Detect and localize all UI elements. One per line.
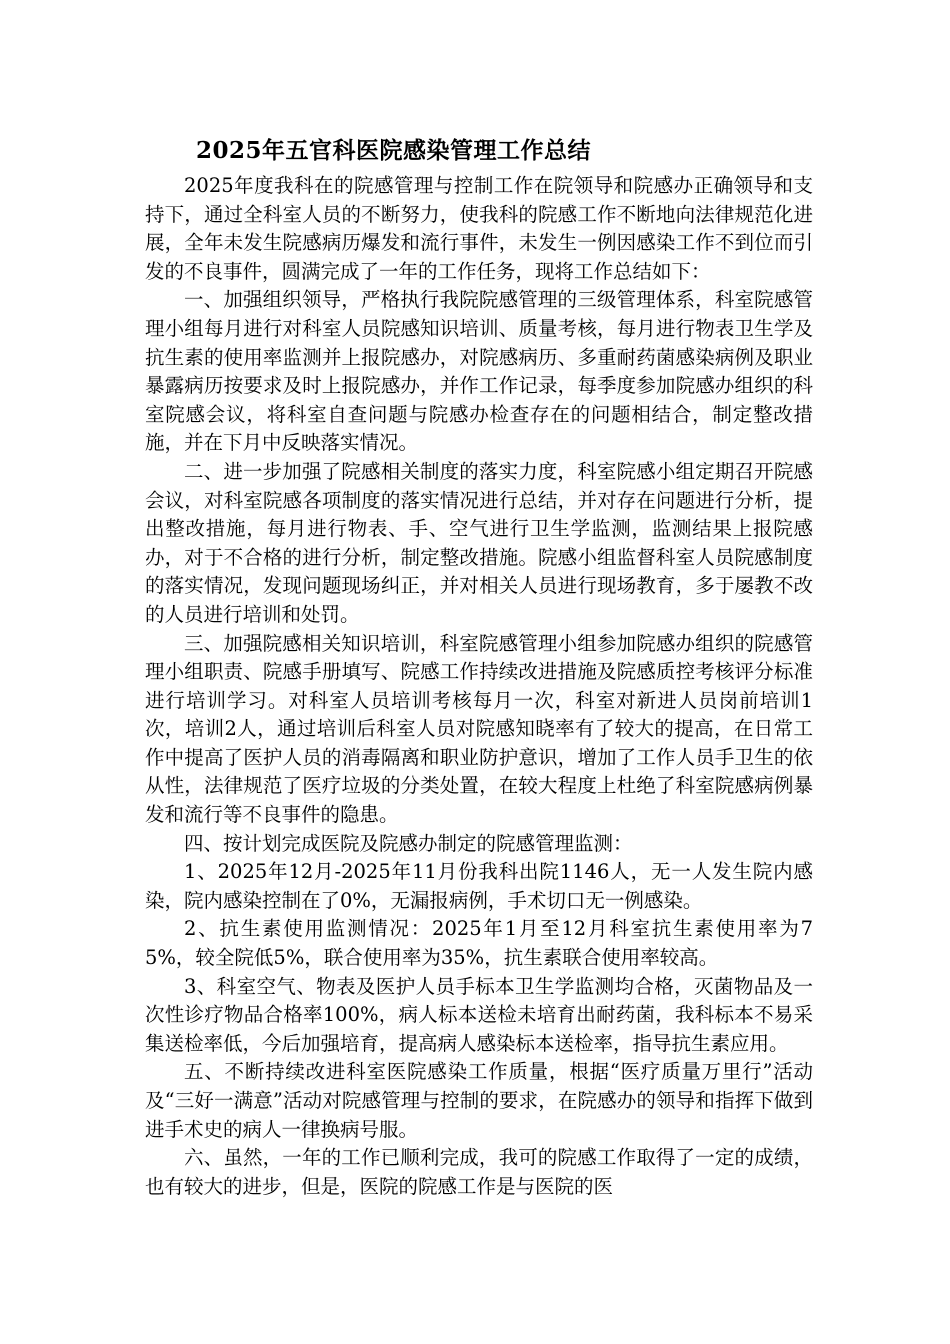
section-1-paragraph: 一、加强组织领导，严格执行我院院感管理的三级管理体系，科室院感管理小组每月进行对科室人员院感知识培训、质量考核，每月进行物表卫生学及抗生素的使用率监测并上报院感办，对院感病历、多重耐药菌感染病例及职业暴露病历按要求及时上报院感办，并作工作记录，每季度参加院感办组织的科室院感会议，将科室自查问题与院感办检查存在的问题相结合，制定整改措施，并在下月中反映落实情况。: [145, 288, 813, 455]
document-body: [145, 172, 813, 1201]
section-4-item-3: 3、科室空气、物表及医护人员手标本卫生学监测均合格，灭菌物品及一次性诊疗物品合格率100%，病人标本送检未培育出耐药菌，我科标本不易采集送检率低，今后加强培育，提高病人感染标本送检率，指导抗生素应用。: [145, 974, 813, 1055]
document-title: 2025年五官科医院感染管理工作总结: [196, 137, 592, 164]
section-5-paragraph: 五、不断持续改进科室医院感染工作质量，根据“医疗质量万里行”活动及“三好一满意”活动对院感管理与控制的要求，在院感办的领导和指挥下做到进手术史的病人一律换病号服。: [145, 1060, 813, 1141]
section-4-item-2: 2、抗生素使用监测情况：2025年1月至12月科室抗生素使用率为75%，较全院低5%，联合使用率为35%，抗生素联合使用率较高。: [145, 917, 813, 970]
section-2-paragraph: 二、进一步加强了院感相关制度的落实力度，科室院感小组定期召开院感会议，对科室院感各项制度的落实情况进行总结，并对存在问题进行分析，提出整改措施，每月进行物表、手、空气进行卫生学监测，监测结果上报院感办，对于不合格的进行分析，制定整改措施。院感小组监督科室人员院感制度的落实情况，发现问题现场纠正，并对相关人员进行现场教育，多于屡教不改的人员进行培训和处罚。: [145, 459, 813, 626]
intro-paragraph: 2025年度我科在的院感管理与控制工作在院领导和院感办正确领导和支持下，通过全科室人员的不断努力，使我科的院感工作不断地向法律规范化进展，全年未发生院感病历爆发和流行事件，未发生一例因感染工作不到位而引发的不良事件，圆满完成了一年的工作任务，现将工作总结如下：: [145, 174, 813, 283]
section-6-paragraph: 六、虽然，一年的工作已顺利完成，我可的院感工作取得了一定的成绩，也有较大的进步，但是，医院的院感工作是与医院的医: [145, 1146, 813, 1198]
section-3-paragraph: 三、加强院感相关知识培训，科室院感管理小组参加院感办组织的院感管理小组职责、院感手册填写、院感工作持续改进措施及院感质控考核评分标准进行培训学习。对科室人员培训考核每月一次，科室对新进人员岗前培训1次，培训2人，通过培训后科室人员对院感知晓率有了较大的提高，在日常工作中提高了医护人员的消毒隔离和职业防护意识，增加了工作人员手卫生的依从性，法律规范了医疗垃圾的分类处置，在较大程度上杜绝了科室院感病例暴发和流行等不良事件的隐患。: [145, 631, 813, 827]
section-4-item-1: 1、2025年12月-2025年11月份我科出院1146人，无一人发生院内感染，院内感染控制在了0%，无漏报病例，手术切口无一例感染。: [145, 860, 813, 912]
section-4-heading: 四、按计划完成医院及院感办制定的院感管理监测：: [184, 831, 633, 855]
